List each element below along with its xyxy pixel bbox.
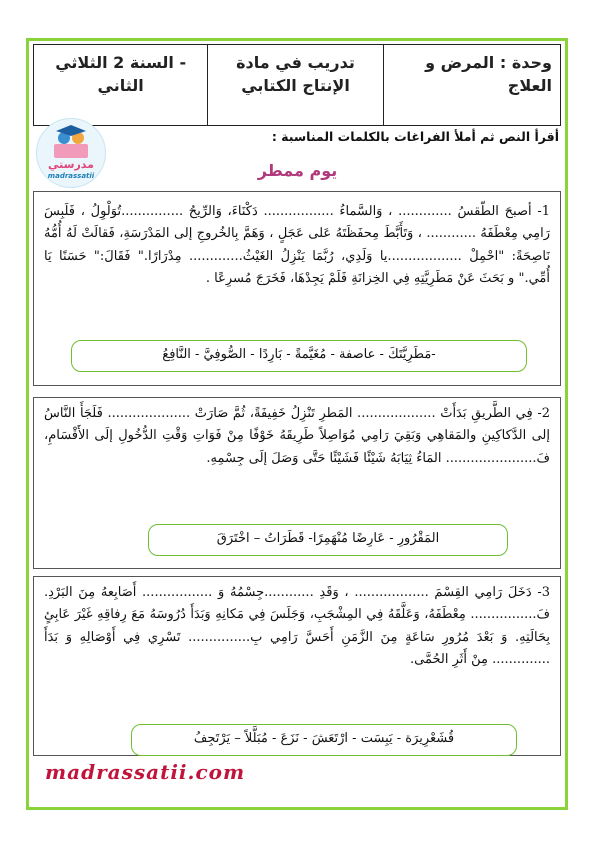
word-bank-3: قُشَعْرِيرَة - يَبِسَت - ارْتَعَشَ - نَزَعَ - مُبَلَّلاً – يَرْتَجِفُ xyxy=(131,724,517,756)
subject-cell: تدريب في مادة الإنتاج الكتابي xyxy=(207,45,382,125)
paragraph-3: 3- دَخَلَ رَامِي القِسْمَ .................. ، وَقَدِ ............جِسْمُهُ وَ ................. أَصَابِعهُ مِنَ البَرْدِ. فَ................ مِعْطَفَهُ، وَعَلَّقَهُ فِي المِشْجَبِ، وَجَلَسَ فِي مَكانِهِ وَبَدَأَ دُرُوسَهُ مَعَ رِفاقِهِ غَيْرَ عَابِئٍ بِحَالَتِهِ. وَ بَعْدَ مُرُورِ سَاعَةٍ مِنَ الزَّمَنِ أَحَسَّ رَامِي بِ............... تَسْرِي فِي أَوْصَالِهِ وَ بَدَأَ .............. مِنْ أَثَرِ الحُمَّى. xyxy=(44,585,550,668)
instruction: أقرأ النص ثم أملأ الفراغات بالكلمات المناسبة : xyxy=(271,129,559,144)
level-cell: - السنة 2 الثلاثي الثاني xyxy=(55,53,187,96)
header-table xyxy=(33,44,561,126)
word-bank-2: المَقْرُورِ - عَارِضًا مُنْهَمِرًا- قَطَرَاتُ – اخْتَرَقَ xyxy=(148,524,508,556)
word-bank-1: -مَطَرِيَّتَكَ - عاصفة - مُغَيَّمةً - بَارِدًا - الصُّوفِيَّ - النَّافِعُ xyxy=(71,340,527,372)
unit-cell: وحدة : المرض و العلاج xyxy=(383,45,560,125)
site-watermark: madrassatii.com xyxy=(45,760,246,784)
text-title: يوم ممطر xyxy=(257,161,338,180)
logo-latin-name: madrassatii xyxy=(47,172,95,180)
logo-arabic-name: مدرستي xyxy=(48,158,94,171)
paragraph-2: 2- فِي الطَّريقِ بَدَأَتْ ................... المَطرِ تَنْزِلُ خَفِيفَةً، ثُمَّ صَارَتْ .................... فَلَجَأَ النَّاسُ إلى الدَّكاكِينِ والمَقاهِي وَبَقِيَ رَامِي مُوَاصِلاً طَرِيقَهُ خَوْفًا مِنْ فَوَاتِ وَقْتِ الدُّخُولِ إلَى الأَقْسَامِ، فَ...................... المَاءُ ثِيَابَهُ شَيْئًا فَشَيْئًا حَتَّى وَصَلَ إلَى جِسْمِهِ. xyxy=(44,406,550,466)
paragraph-1: 1- أصبحَ الطّقسُ ............. ، وَالسَّماءُ ................. دَكْنَاءَ، وَالرِّيحُ ...............تُوَلْوِلُ ، فَلَبِسَ رَامِي مِعْطَفَهُ ............ ، وَتَأَبَّطَ مِحفَظَتَهُ عَلى عَجَلٍ ، وَهَمَّ بِالخُروجِ إلى المَدْرَسَةِ، فَقالَتْ لَهُ أُمُّهُ نَاصِحَةً: "احْمِلْ ..................يا وَلَدِي، رُبَّمَا يَنْزِلُ الغَيْثُ............. مِدْرَارًا." فَقَالَ:" حَسَنًا يَا أُمِّي." و بَحَثَ عَنْ مَطَرِيَّتِهِ فِي الخِزانَةِ فَلَمْ يَجِدْهَا، فَخَرَجَ مُسرِعًا . xyxy=(44,204,550,287)
graduates-icon xyxy=(36,122,106,162)
